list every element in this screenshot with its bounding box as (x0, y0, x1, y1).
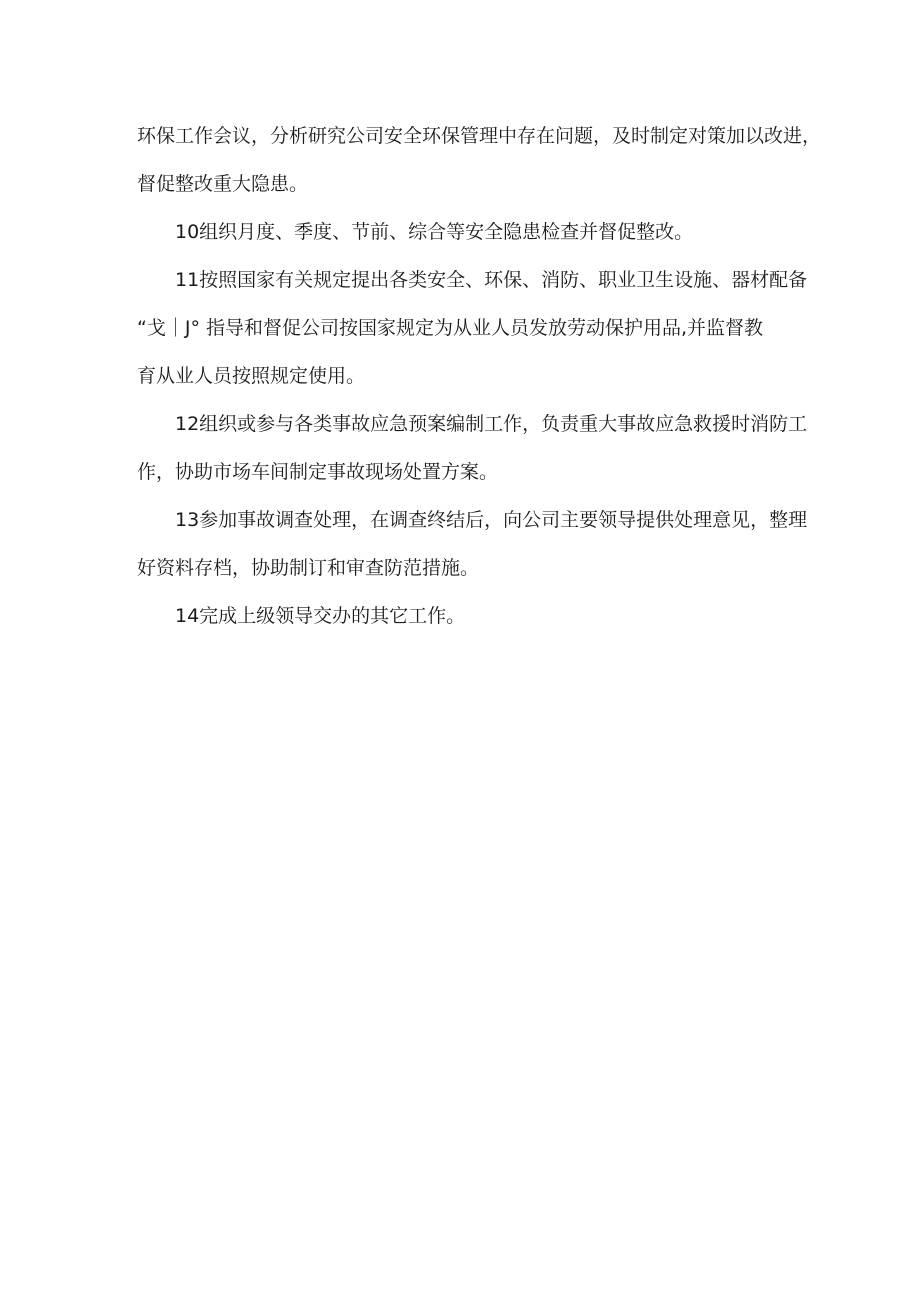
text-line: 14完成上级领导交办的其它工作。 (175, 605, 466, 627)
paragraph-item-11 (137, 256, 808, 400)
text-line: 作，协助市场车间制定事故现场处置方案。 (137, 461, 499, 483)
text-line: 10组织月度、季度、节前、综合等安全隐患检查并督促整改。 (175, 221, 694, 243)
paragraph-item-14 (137, 592, 797, 640)
text-line: 好资料存档，协助制订和审查防范措施。 (137, 557, 480, 579)
text-line: 育从业人员按照规定使用。 (137, 365, 366, 387)
paragraph-item-10 (137, 208, 797, 256)
text-line: 11按照国家有关规定提出各类安全、环保、消防、职业卫生设施、器材配备 (175, 269, 808, 291)
text-line: 13参加事故调查处理，在调查终结后，向公司主要领导提供处理意见，整理 (175, 509, 808, 531)
text-line: 12组织或参与各类事故应急预案编制工作，负责重大事故应急救援时消防工 (175, 413, 808, 435)
text-line: 环保工作会议，分析研究公司安全环保管理中存在问题，及时制定对策加以改进， (137, 125, 822, 147)
document-body (137, 112, 822, 640)
paragraph-item-12 (137, 400, 808, 496)
text-line: “戈｜J° 指导和督促公司按国家规定为从业人员发放劳动保护用品,并监督教 (137, 317, 764, 339)
paragraph-item-13 (137, 496, 808, 592)
text-line: 督促整改重大隐患。 (137, 173, 309, 195)
paragraph-intro (137, 112, 822, 208)
